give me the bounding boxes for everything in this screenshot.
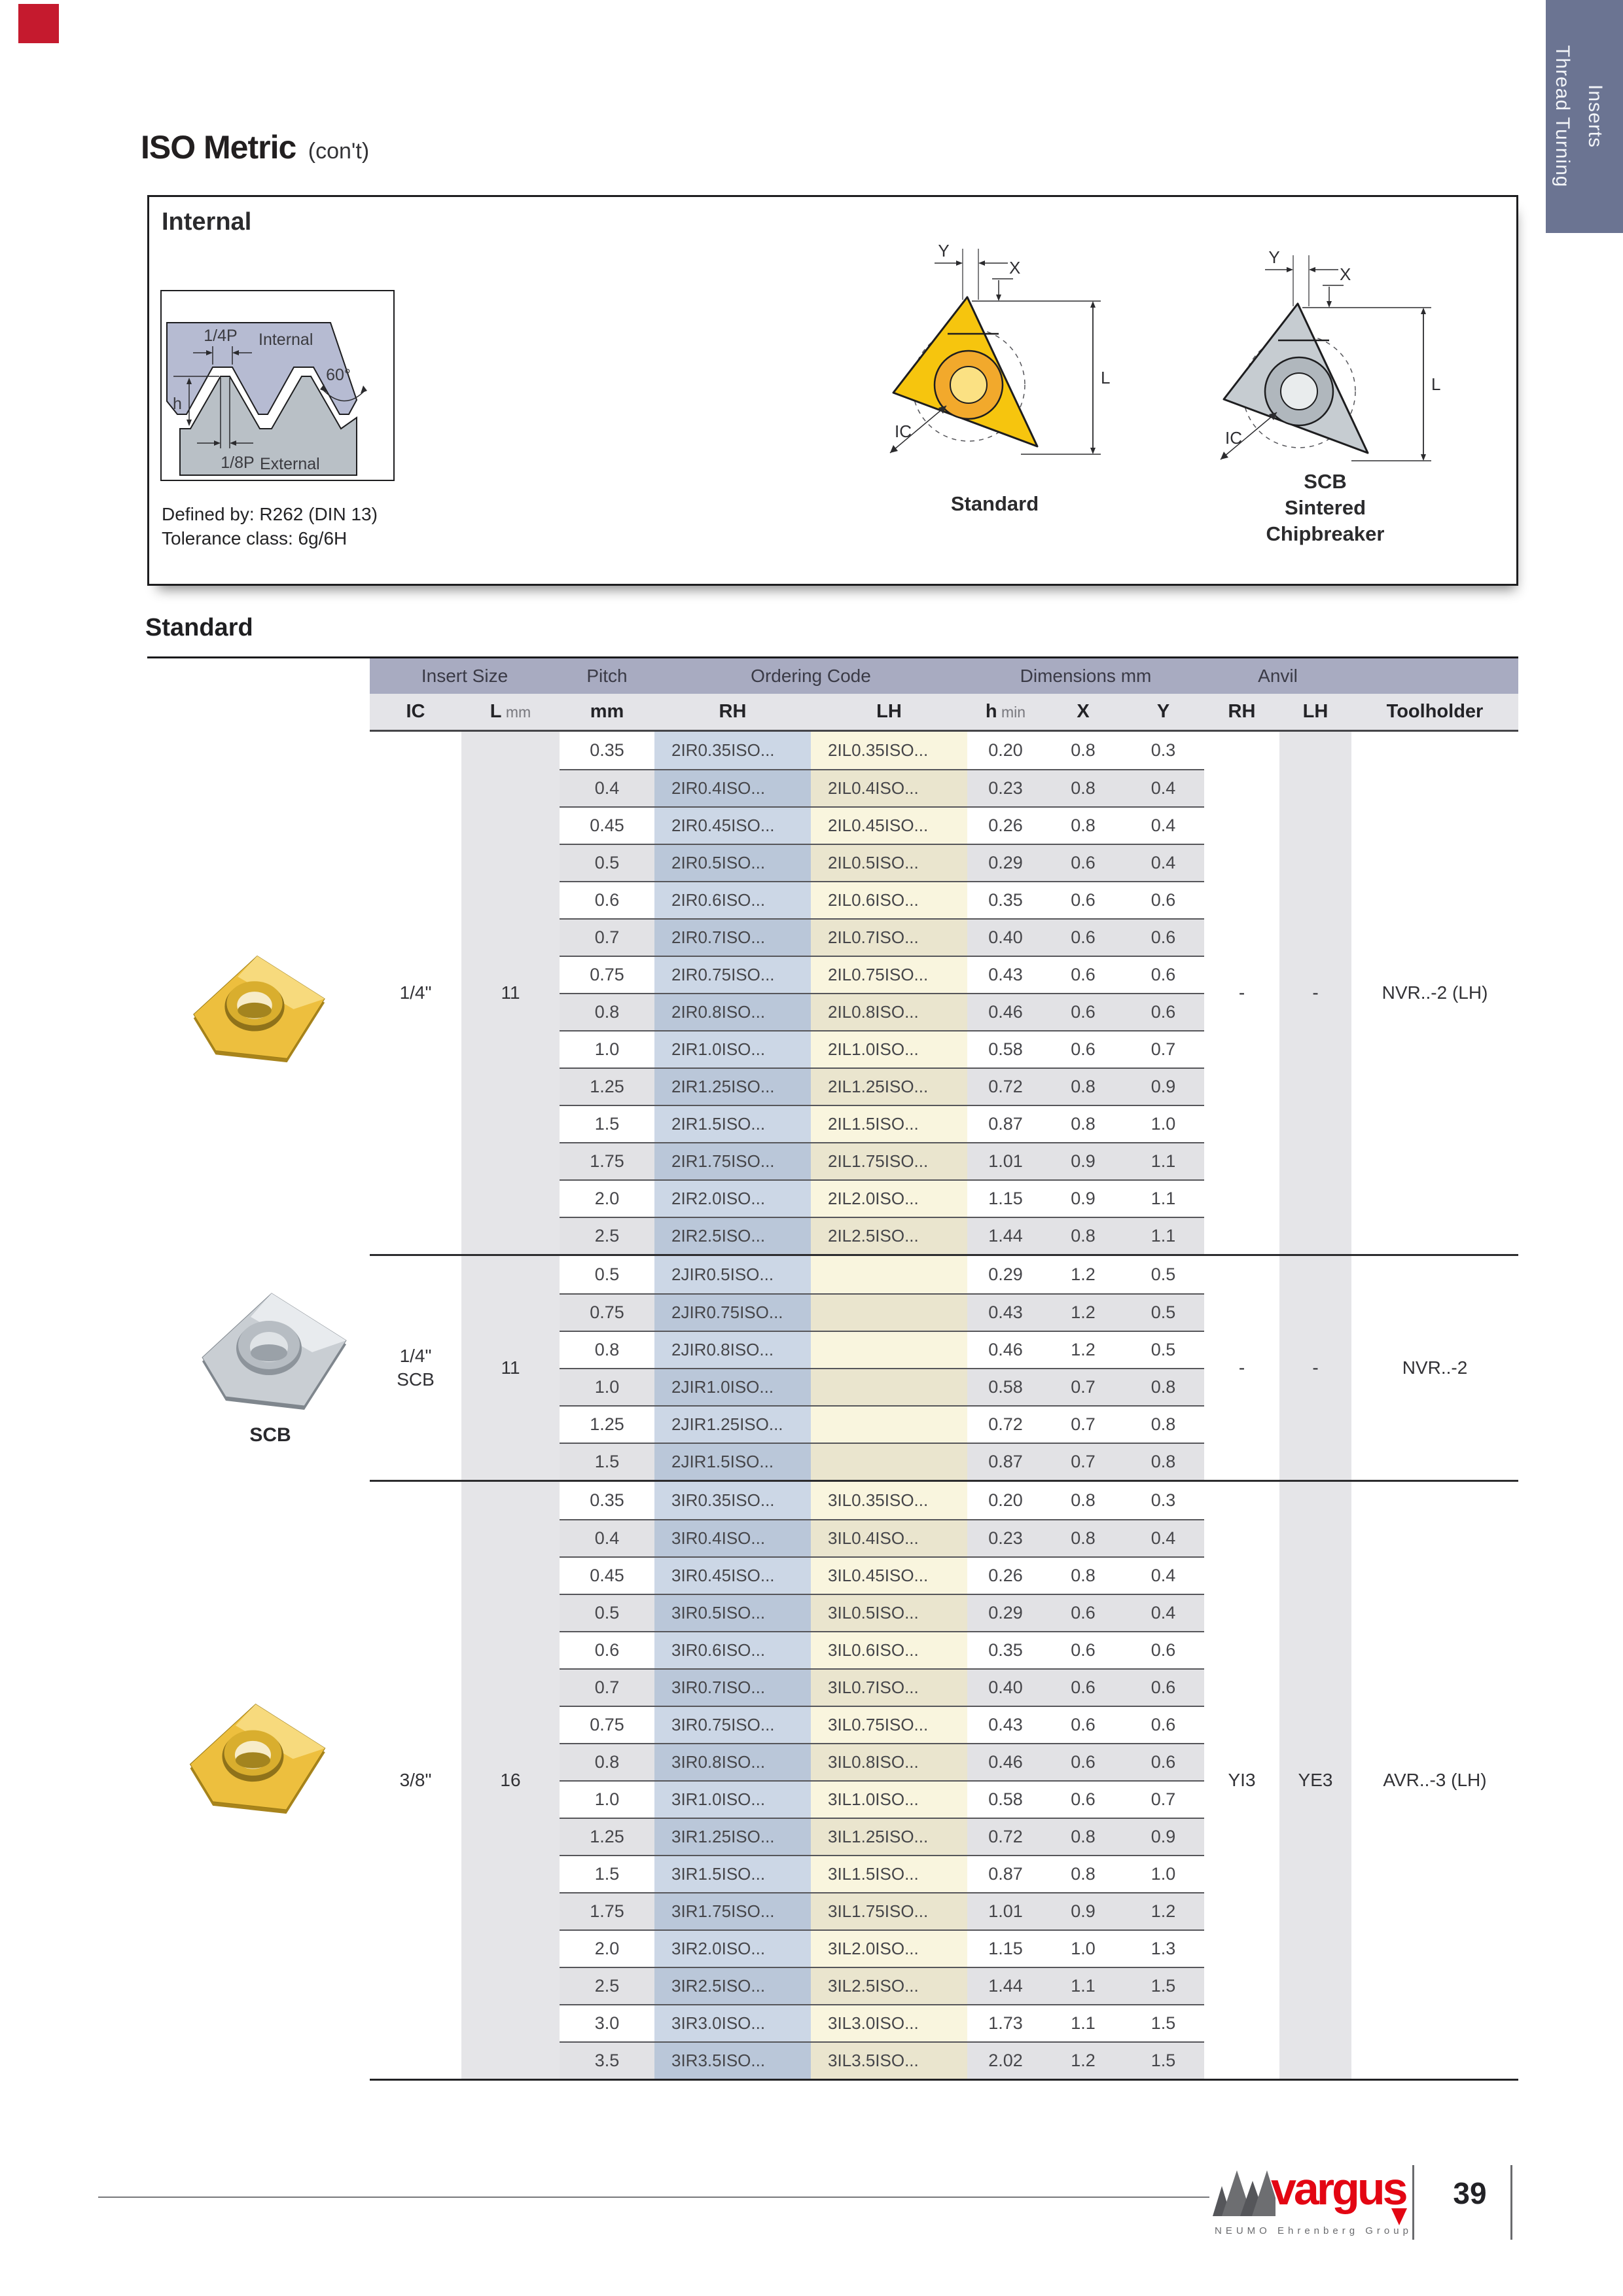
ordering-code-lh-cell	[811, 1293, 967, 1331]
scb-caption-line3: Chipbreaker	[1266, 522, 1385, 545]
ordering-code-rh-cell: 2IR0.8ISO...	[654, 993, 811, 1030]
group-header-cell: Insert Size	[421, 666, 508, 686]
pitch-cell: 0.5	[560, 1594, 654, 1631]
group-header-cell: Dimensions mm	[1020, 666, 1152, 686]
tab-line-1: Thread Turning	[1552, 45, 1573, 188]
pitch-cell: 1.25	[560, 1405, 654, 1443]
pitch-cell: 2.0	[560, 1179, 654, 1217]
dim-x-cell: 0.7	[1044, 1405, 1122, 1443]
ordering-code-lh-cell: 3IL3.0ISO...	[811, 2004, 967, 2041]
dim-y-cell: 0.5	[1150, 1265, 1176, 1284]
defined-by-text: Defined by: R262 (DIN 13)	[162, 504, 378, 524]
ordering-code-rh-cell: 2IR1.25ISO...	[654, 1067, 811, 1105]
ordering-code-rh-cell: 2IR2.5ISO...	[654, 1217, 811, 1254]
dim-y-cell: 0.6	[1122, 918, 1204, 956]
pitch-cell: 0.75	[560, 1293, 654, 1331]
ordering-code-lh-cell: 2IL0.5ISO...	[811, 844, 967, 881]
dim-y-cell: 0.4	[1122, 769, 1204, 806]
dim-x-cell: 0.6	[1044, 1668, 1122, 1706]
dim-x-cell: 0.6	[1044, 844, 1122, 881]
dim-x-cell: 0.8	[1044, 1217, 1122, 1254]
dim-y-cell: 1.3	[1122, 1929, 1204, 1967]
column-header-cell: LH	[1302, 701, 1329, 722]
pitch-cell: 1.75	[560, 1892, 654, 1929]
ordering-code-rh-cell: 3IR1.0ISO...	[654, 1780, 811, 1818]
label-dim-l: L	[1101, 368, 1111, 387]
pitch-cell: 0.8	[560, 1743, 654, 1780]
dim-h-min-cell: 1.01	[967, 1142, 1044, 1179]
dim-y-cell: 0.4	[1122, 1594, 1204, 1631]
ordering-code-lh-cell: 2IL0.35ISO...	[811, 732, 967, 769]
ordering-code-lh-cell: 2IL0.45ISO...	[811, 806, 967, 844]
dim-y-cell: 1.5	[1122, 1967, 1204, 2004]
dim-y-cell: 1.2	[1122, 1892, 1204, 1929]
pitch-cell: 1.75	[560, 1142, 654, 1179]
anvil-rh-cell: -	[1238, 982, 1245, 1003]
ordering-code-rh-cell: 2IR0.6ISO...	[654, 881, 811, 918]
column-header-cell: h min	[985, 701, 1026, 722]
dim-x-cell: 0.6	[1044, 1780, 1122, 1818]
dim-x-cell: 0.7	[1044, 1368, 1122, 1405]
ordering-code-rh-cell: 3IR1.75ISO...	[654, 1892, 811, 1929]
page-corner-mark	[18, 4, 59, 43]
ordering-code-lh-cell: 3IL3.5ISO...	[811, 2041, 967, 2079]
ordering-code-lh-cell	[811, 1256, 967, 1293]
dim-h-min-cell: 0.43	[967, 1706, 1044, 1743]
label-dim-ic: IC	[1225, 428, 1242, 448]
group-header-cell: Pitch	[586, 666, 628, 686]
ordering-code-rh-cell: 2JIR0.8ISO...	[654, 1331, 811, 1368]
footer-divider-bar	[1510, 2165, 1512, 2240]
column-header-cell: LH	[876, 701, 902, 722]
dim-x-cell: 1.2	[1044, 2041, 1122, 2079]
ordering-code-rh-cell: 2IR1.75ISO...	[654, 1142, 811, 1179]
dim-y-cell: 0.6	[1122, 1631, 1204, 1668]
table-column-header-row	[370, 694, 1518, 732]
ordering-code-rh-cell: 2IR1.0ISO...	[654, 1030, 811, 1067]
dim-x-cell: 0.6	[1044, 918, 1122, 956]
anvil-lh-cell: YE3	[1279, 1482, 1351, 2079]
dim-x-cell: 1.1	[1044, 2004, 1122, 2041]
ordering-code-rh-cell: 2IR0.45ISO...	[654, 806, 811, 844]
ordering-code-lh-cell: 2IL0.8ISO...	[811, 993, 967, 1030]
dim-x-cell: 0.8	[1044, 1556, 1122, 1594]
ordering-code-lh-cell: 2IL2.0ISO...	[811, 1179, 967, 1217]
dim-y-cell: 0.6	[1122, 1743, 1204, 1780]
ordering-code-rh-cell: 3IR3.0ISO...	[654, 2004, 811, 2041]
tolerance-text: Tolerance class: 6g/6H	[162, 528, 348, 548]
dim-x-cell: 0.8	[1071, 1490, 1096, 1510]
dim-h-min-cell: 0.20	[988, 1490, 1023, 1510]
label-dim-y: Y	[1268, 247, 1280, 267]
ordering-code-rh-cell: 2JIR1.25ISO...	[654, 1405, 811, 1443]
dim-x-cell: 0.6	[1044, 1030, 1122, 1067]
tab-line-2: Inserts	[1584, 84, 1606, 149]
pitch-cell: 0.5	[560, 844, 654, 881]
internal-heading: Internal	[162, 208, 252, 236]
footer-divider-bar	[1412, 2165, 1414, 2240]
dim-x-cell: 1.2	[1044, 1293, 1122, 1331]
ordering-code-rh-cell: 3IR3.5ISO...	[654, 2041, 811, 2079]
dim-x-cell: 0.6	[1044, 881, 1122, 918]
pitch-cell: 0.45	[560, 1556, 654, 1594]
label-dim-y: Y	[938, 241, 950, 260]
ordering-code-lh-cell: 3IL1.5ISO...	[811, 1855, 967, 1892]
dim-h-min-cell: 1.73	[967, 2004, 1044, 2041]
dim-x-cell: 0.9	[1044, 1892, 1122, 1929]
pitch-cell: 0.5	[594, 1265, 620, 1284]
pitch-cell: 0.7	[560, 918, 654, 956]
label-eighth-pitch: 1/8P	[221, 454, 255, 472]
ordering-code-lh-cell: 2IL1.5ISO...	[811, 1105, 967, 1142]
pitch-cell: 1.0	[560, 1030, 654, 1067]
pitch-cell: 0.4	[560, 1519, 654, 1556]
insert-size-l-cell: 16	[461, 1482, 560, 2079]
insert-size-l-cell: 11	[461, 732, 560, 1254]
standard-caption: Standard	[950, 492, 1039, 515]
anvil-rh-cell: -	[1238, 1357, 1245, 1378]
ordering-code-lh-cell: 3IL2.5ISO...	[811, 1967, 967, 2004]
dim-y-cell: 0.3	[1150, 1490, 1176, 1510]
dim-y-cell: 1.0	[1122, 1855, 1204, 1892]
dim-x-cell: 0.8	[1071, 740, 1096, 760]
anvil-rh-cell: YI3	[1228, 1770, 1256, 1790]
dim-y-cell: 0.8	[1122, 1368, 1204, 1405]
ordering-code-rh-cell: 2IR1.5ISO...	[654, 1105, 811, 1142]
dim-x-cell: 0.8	[1044, 769, 1122, 806]
page-number: 39	[1453, 2176, 1487, 2210]
pitch-cell: 1.25	[560, 1067, 654, 1105]
label-dim-x: X	[1009, 258, 1021, 278]
dim-y-cell: 0.6	[1122, 956, 1204, 993]
standard-insert-diagram	[870, 237, 1119, 479]
ordering-code-rh-cell: 3IR0.4ISO...	[654, 1519, 811, 1556]
pitch-cell: 0.45	[560, 806, 654, 844]
pitch-cell: 3.0	[560, 2004, 654, 2041]
dim-h-min-cell: 0.23	[967, 769, 1044, 806]
pitch-cell: 0.6	[560, 881, 654, 918]
pitch-cell: 1.0	[560, 1368, 654, 1405]
table-group	[370, 732, 1518, 1254]
pitch-cell: 1.5	[560, 1443, 654, 1480]
dim-h-min-cell: 0.46	[967, 1331, 1044, 1368]
ordering-code-lh-cell	[811, 1368, 967, 1405]
dim-x-cell: 0.6	[1044, 1706, 1122, 1743]
label-external: External	[260, 455, 320, 473]
pitch-cell: 0.35	[590, 1490, 624, 1510]
dim-y-cell: 1.5	[1122, 2041, 1204, 2079]
column-header-cell: Y	[1156, 701, 1170, 722]
dim-h-min-cell: 0.72	[967, 1818, 1044, 1855]
dim-x-cell: 0.6	[1044, 1631, 1122, 1668]
vargus-logo-icon	[1213, 2164, 1275, 2217]
dim-h-min-cell: 1.44	[967, 1217, 1044, 1254]
ordering-code-rh-cell: 3IR0.6ISO...	[654, 1631, 811, 1668]
anvil-lh-cell: -	[1279, 732, 1351, 1254]
ordering-code-lh-cell: 2IL0.6ISO...	[811, 881, 967, 918]
dim-x-cell: 0.8	[1044, 1519, 1122, 1556]
ordering-code-lh-cell: 2IL0.7ISO...	[811, 918, 967, 956]
toolholder-cell: AVR..-3 (LH)	[1383, 1770, 1487, 1790]
insert-size-ic-cell: 3/8"	[399, 1770, 432, 1790]
ordering-code-rh-cell: 2JIR1.5ISO...	[654, 1443, 811, 1480]
scb-insert-diagram	[1201, 243, 1450, 486]
ordering-code-rh-cell: 3IR0.5ISO...	[654, 1594, 811, 1631]
pitch-cell: 0.75	[560, 1706, 654, 1743]
dim-x-cell: 0.6	[1044, 1594, 1122, 1631]
footer-rule	[98, 2197, 1209, 2198]
column-header-cell: RH	[1228, 701, 1256, 722]
dim-y-cell: 0.6	[1122, 993, 1204, 1030]
ordering-code-lh-cell: 2IL2.5ISO...	[811, 1217, 967, 1254]
ordering-code-rh-cell: 2IR0.7ISO...	[654, 918, 811, 956]
dim-x-cell: 0.6	[1044, 1743, 1122, 1780]
ordering-code-lh-cell: 3IL2.0ISO...	[811, 1929, 967, 1967]
ordering-code-rh-cell: 3IR0.7ISO...	[654, 1668, 811, 1706]
column-header-cell: Toolholder	[1386, 701, 1484, 722]
vargus-flag-icon	[1391, 2208, 1407, 2225]
ordering-code-rh-cell: 2IR2.0ISO...	[654, 1179, 811, 1217]
label-h: h	[173, 395, 182, 413]
dim-x-cell: 1.0	[1044, 1929, 1122, 1967]
dim-y-cell: 0.4	[1122, 806, 1204, 844]
table-group-header-row	[370, 658, 1518, 694]
ordering-code-rh-cell: 3IR0.8ISO...	[654, 1743, 811, 1780]
dim-h-min-cell: 0.20	[988, 740, 1023, 760]
dim-y-cell: 0.6	[1122, 881, 1204, 918]
pitch-cell: 1.5	[560, 1105, 654, 1142]
label-dim-x: X	[1340, 264, 1351, 284]
ordering-code-lh-cell: 3IL1.0ISO...	[811, 1780, 967, 1818]
toolholder-cell: NVR..-2 (LH)	[1382, 982, 1488, 1003]
dim-h-min-cell: 0.29	[967, 844, 1044, 881]
brand-subtitle: NEUMO Ehrenberg Group	[1215, 2225, 1412, 2236]
ordering-code-lh-cell: 2IL1.0ISO...	[811, 1030, 967, 1067]
ordering-code-lh-cell: 2IL0.75ISO...	[811, 956, 967, 993]
scb-caption-line1: SCB	[1304, 470, 1347, 493]
scb-caption-line2: Sintered	[1284, 496, 1366, 519]
ordering-code-lh-cell: 3IL1.25ISO...	[811, 1818, 967, 1855]
title-row	[141, 128, 369, 166]
dim-h-min-cell: 0.26	[967, 806, 1044, 844]
pitch-cell: 1.0	[560, 1780, 654, 1818]
dim-h-min-cell: 0.58	[967, 1030, 1044, 1067]
dim-h-min-cell: 0.72	[967, 1067, 1044, 1105]
dim-h-min-cell: 0.58	[967, 1780, 1044, 1818]
dim-h-min-cell: 0.43	[967, 956, 1044, 993]
section-tab-thread-turning-inserts	[1546, 0, 1623, 233]
dim-y-cell: 0.4	[1122, 1556, 1204, 1594]
ordering-code-rh-cell: 2JIR1.0ISO...	[654, 1368, 811, 1405]
group-header-cell-empty	[1351, 658, 1518, 694]
page-title: ISO Metric	[141, 129, 296, 166]
ordering-code-lh-cell: 3IL1.75ISO...	[811, 1892, 967, 1929]
dim-h-min-cell: 1.44	[967, 1967, 1044, 2004]
dim-h-min-cell: 0.46	[967, 993, 1044, 1030]
insert-size-ic-cell: 1/4"	[399, 982, 432, 1003]
dim-y-cell: 0.3	[1150, 740, 1176, 760]
dim-h-min-cell: 0.43	[967, 1293, 1044, 1331]
ordering-code-rh-cell: 2IR0.4ISO...	[654, 769, 811, 806]
ordering-code-lh-cell	[811, 1443, 967, 1480]
dim-h-min-cell: 0.87	[967, 1443, 1044, 1480]
dim-y-cell: 1.1	[1122, 1217, 1204, 1254]
dim-h-min-cell: 0.72	[967, 1405, 1044, 1443]
group-header-cell: Ordering Code	[751, 666, 871, 686]
dim-y-cell: 0.9	[1122, 1067, 1204, 1105]
ordering-code-rh-cell: 2IR0.75ISO...	[654, 956, 811, 993]
pitch-cell: 0.7	[560, 1668, 654, 1706]
column-header-cell: IC	[406, 701, 425, 722]
pitch-cell: 0.8	[560, 993, 654, 1030]
dim-x-cell: 0.9	[1044, 1179, 1122, 1217]
dim-h-min-cell: 1.01	[967, 1892, 1044, 1929]
ordering-code-rh-cell: 3IR0.45ISO...	[654, 1556, 811, 1594]
label-quarter-pitch: 1/4P	[204, 327, 238, 345]
dim-x-cell: 0.8	[1044, 806, 1122, 844]
ordering-code-rh-cell: 3IR0.35ISO...	[654, 1482, 811, 1519]
ordering-code-rh-cell: 3IR2.5ISO...	[654, 1967, 811, 2004]
dim-y-cell: 0.8	[1122, 1443, 1204, 1480]
ordering-code-lh-cell	[811, 1405, 967, 1443]
column-header-cell: mm	[590, 701, 624, 722]
scb-photo-caption: SCB	[249, 1424, 291, 1446]
dim-x-cell: 0.8	[1044, 1818, 1122, 1855]
ordering-code-lh-cell: 2IL1.75ISO...	[811, 1142, 967, 1179]
dim-x-cell: 0.9	[1044, 1142, 1122, 1179]
dim-x-cell: 1.2	[1044, 1331, 1122, 1368]
dim-h-min-cell: 0.87	[967, 1855, 1044, 1892]
ordering-code-rh-cell: 2JIR0.75ISO...	[654, 1293, 811, 1331]
pitch-cell: 1.25	[560, 1818, 654, 1855]
dim-h-min-cell: 0.35	[967, 881, 1044, 918]
dim-h-min-cell: 1.15	[967, 1179, 1044, 1217]
pitch-cell: 0.35	[590, 740, 624, 760]
dim-x-cell: 0.8	[1044, 1855, 1122, 1892]
ordering-code-rh-cell: 2IR0.5ISO...	[654, 844, 811, 881]
ordering-code-lh-cell: 3IL0.4ISO...	[811, 1519, 967, 1556]
ordering-code-rh-cell: 3IR0.75ISO...	[654, 1706, 811, 1743]
dim-h-min-cell: 0.23	[967, 1519, 1044, 1556]
dim-h-min-cell: 0.40	[967, 918, 1044, 956]
column-header-cell: L mm	[490, 701, 531, 722]
label-dim-ic: IC	[895, 422, 912, 441]
label-angle: 60°	[326, 366, 351, 384]
dim-h-min-cell: 0.29	[967, 1594, 1044, 1631]
ordering-code-lh-cell: 2IL1.25ISO...	[811, 1067, 967, 1105]
vargus-wordmark: vargus	[1271, 2163, 1406, 2214]
pitch-cell: 2.5	[560, 1967, 654, 2004]
insert-photo-quarter-inch	[178, 929, 334, 1064]
dim-y-cell: 0.7	[1122, 1780, 1204, 1818]
anvil-lh-cell: -	[1279, 1256, 1351, 1480]
standard-table	[370, 658, 1518, 2081]
ordering-code-lh-cell: 3IL0.45ISO...	[811, 1556, 967, 1594]
group-header-cell: Anvil	[1258, 666, 1298, 686]
dim-x-cell: 0.6	[1044, 956, 1122, 993]
ordering-code-rh-cell: 2JIR0.5ISO...	[654, 1256, 811, 1293]
ordering-code-lh-cell: 3IL0.5ISO...	[811, 1594, 967, 1631]
ordering-code-lh-cell: 3IL0.7ISO...	[811, 1668, 967, 1706]
dim-h-min-cell: 0.58	[967, 1368, 1044, 1405]
dim-h-min-cell: 0.35	[967, 1631, 1044, 1668]
dim-h-min-cell: 0.46	[967, 1743, 1044, 1780]
dim-h-min-cell: 0.29	[988, 1265, 1023, 1284]
ordering-code-lh-cell: 3IL0.75ISO...	[811, 1706, 967, 1743]
dim-h-min-cell: 0.26	[967, 1556, 1044, 1594]
insert-photo-three-eighths	[174, 1677, 334, 1816]
dim-y-cell: 0.8	[1122, 1405, 1204, 1443]
ordering-code-lh-cell: 2IL0.4ISO...	[811, 769, 967, 806]
thread-profile-diagram	[160, 290, 395, 481]
ordering-code-rh-cell: 2IR0.35ISO...	[654, 732, 811, 769]
pitch-cell: 0.6	[560, 1631, 654, 1668]
pitch-cell: 2.5	[560, 1217, 654, 1254]
dim-y-cell: 1.1	[1122, 1179, 1204, 1217]
dim-y-cell: 0.9	[1122, 1818, 1204, 1855]
dim-y-cell: 0.4	[1122, 1519, 1204, 1556]
insert-photo-scb	[185, 1265, 355, 1420]
dim-h-min-cell: 1.15	[967, 1929, 1044, 1967]
dim-y-cell: 1.1	[1122, 1142, 1204, 1179]
page-title-suffix: (con't)	[308, 139, 370, 164]
pitch-cell: 0.75	[560, 956, 654, 993]
ordering-code-rh-cell: 3IR2.0ISO...	[654, 1929, 811, 1967]
label-internal: Internal	[259, 331, 313, 349]
dim-y-cell: 0.6	[1122, 1706, 1204, 1743]
dim-y-cell: 0.6	[1122, 1668, 1204, 1706]
dim-y-cell: 0.7	[1122, 1030, 1204, 1067]
table-group	[370, 1254, 1518, 1480]
insert-size-ic-cell: 1/4" SCB	[397, 1346, 435, 1390]
dim-x-cell: 0.8	[1044, 1105, 1122, 1142]
section-heading-standard: Standard	[145, 614, 253, 641]
dim-y-cell: 0.5	[1122, 1331, 1204, 1368]
dim-y-cell: 0.5	[1122, 1293, 1204, 1331]
ordering-code-rh-cell: 3IR1.25ISO...	[654, 1818, 811, 1855]
dim-h-min-cell: 0.87	[967, 1105, 1044, 1142]
column-header-cell: X	[1077, 701, 1090, 722]
dim-y-cell: 1.5	[1122, 2004, 1204, 2041]
dim-h-min-cell: 0.40	[967, 1668, 1044, 1706]
ordering-code-lh-cell	[811, 1331, 967, 1368]
dim-x-cell: 0.6	[1044, 993, 1122, 1030]
dim-h-min-cell: 2.02	[967, 2041, 1044, 2079]
dim-x-cell: 0.7	[1044, 1443, 1122, 1480]
dim-x-cell: 1.1	[1044, 1967, 1122, 2004]
toolholder-cell: NVR..-2	[1402, 1357, 1468, 1378]
dim-y-cell: 0.4	[1122, 844, 1204, 881]
label-dim-l: L	[1431, 374, 1441, 394]
pitch-cell: 2.0	[560, 1929, 654, 1967]
pitch-cell: 0.4	[560, 769, 654, 806]
dim-x-cell: 1.2	[1071, 1265, 1096, 1284]
ordering-code-lh-cell: 3IL0.35ISO...	[811, 1482, 967, 1519]
pitch-cell: 0.8	[560, 1331, 654, 1368]
pitch-cell: 3.5	[560, 2041, 654, 2079]
column-header-cell: RH	[719, 701, 747, 722]
dim-x-cell: 0.8	[1044, 1067, 1122, 1105]
dim-y-cell: 1.0	[1122, 1105, 1204, 1142]
insert-size-l-cell: 11	[461, 1256, 560, 1480]
pitch-cell: 1.5	[560, 1855, 654, 1892]
ordering-code-lh-cell: 3IL0.6ISO...	[811, 1631, 967, 1668]
ordering-code-lh-cell: 3IL0.8ISO...	[811, 1743, 967, 1780]
table-group	[370, 1480, 1518, 2081]
ordering-code-rh-cell: 3IR1.5ISO...	[654, 1855, 811, 1892]
